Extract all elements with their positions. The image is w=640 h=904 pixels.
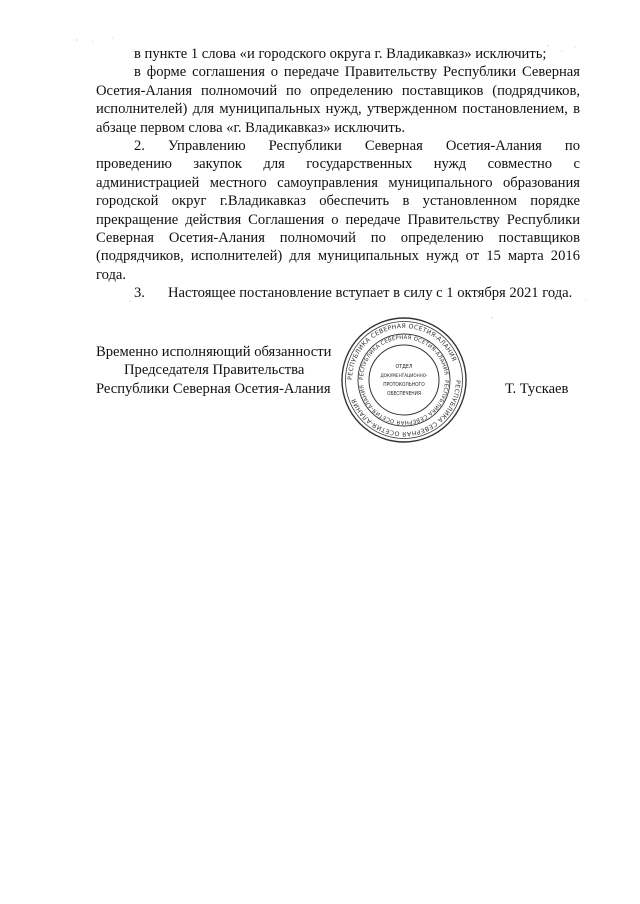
- paragraph-text: в форме соглашения о передаче Правительству Республики Северная Осетия-Алания полномочий по определению поставщиков (подрядчиков, исполнителей) для муниципальных нужд, утвержденном постановлением, в абзаце первом слова «г. Владикавказ» исключить.: [96, 64, 580, 136]
- paragraph-item-3: [96, 137, 580, 284]
- seal-center-line-1: ОТДЕЛ: [395, 364, 413, 370]
- seal-inner-ring-text-repeat: РЕСПУБЛИКА СЕВЕРНАЯ ОСЕТИЯ-АЛАНИЯ: [359, 379, 450, 426]
- signatory-name: Т. Тускаев: [505, 381, 569, 397]
- paragraph-item-2: [96, 63, 580, 137]
- seal-center-line-3: ПРОТОКОЛЬНОГО: [383, 382, 425, 388]
- paragraph-item-4: [96, 284, 580, 302]
- seal-center-line-2: ДОКУМЕНТАЦИОННО-: [380, 374, 428, 379]
- paragraph-number: 2.: [134, 138, 145, 155]
- position-line-2: Председателя Правительства: [124, 362, 305, 379]
- paragraph-text: в пункте 1 слова «и городского округа г. Владикавказ» исключить;: [134, 46, 547, 62]
- seal-center-line-4: ОБЕСПЕЧЕНИЯ: [387, 391, 421, 397]
- paragraph-text: Настоящее постановление вступает в силу с 1 октября 2021 года.: [168, 285, 573, 302]
- seal-inner-ring-text: РЕСПУБЛИКА СЕВЕРНАЯ ОСЕТИЯ-АЛАНИЯ: [358, 334, 449, 381]
- seal-outer-text-repeat: РЕСПУБЛИКА СЕВЕРНАЯ ОСЕТИЯ-АЛАНИЯ: [350, 379, 462, 438]
- paragraph-text: Управлению Республики Северная Осетия-Алания по проведению закупок для государственных нужд совместно с администрацией местного самоуправления муниципального образования городской округ г.Владикавказ обеспечить в установленном порядке прекращение действия Соглашения о передаче Правительству Республики Северная Осетия-Алания полномочий по определению поставщиков (подрядчиков, исполнителей) для муниципальных нужд от 15 марта 2016 года.: [96, 138, 580, 283]
- position-line-1: Временно исполняющий обязанности: [96, 344, 332, 360]
- signatory-position: [96, 343, 341, 398]
- paragraph-item-1: [96, 45, 580, 63]
- official-seal-stamp: [339, 315, 469, 445]
- document-body: [96, 45, 580, 303]
- position-line-3: Республики Северная Осетия-Алания: [96, 380, 331, 397]
- seal-outer-text: РЕСПУБЛИКА СЕВЕРНАЯ ОСЕТИЯ-АЛАНИЯ: [346, 322, 458, 381]
- paragraph-number: 3.: [134, 285, 145, 302]
